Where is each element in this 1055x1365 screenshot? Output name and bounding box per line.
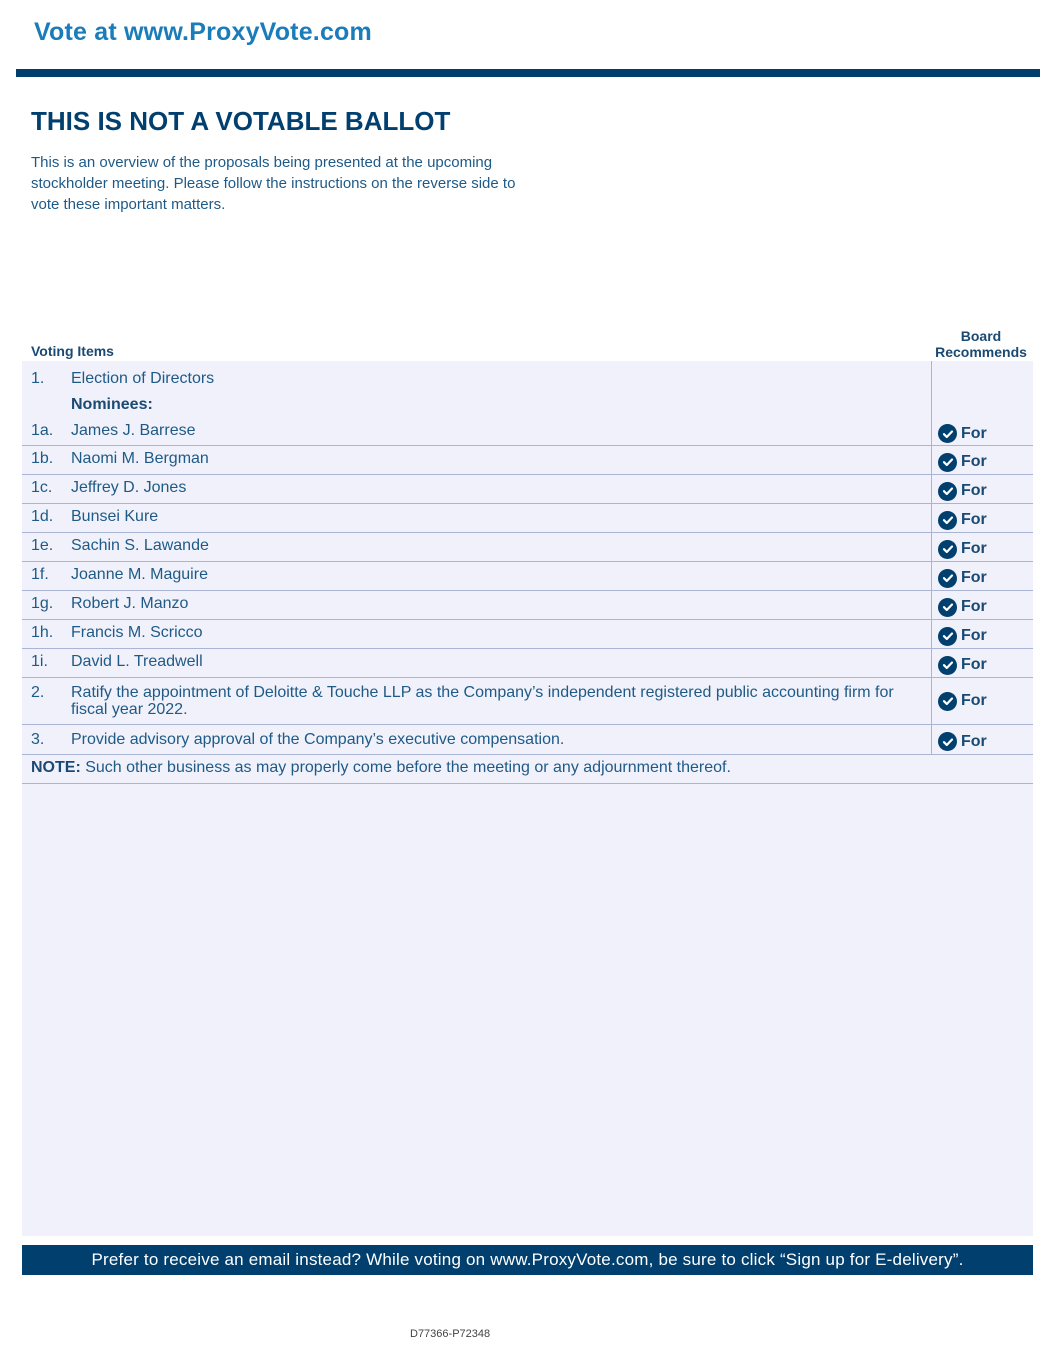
check-circle-icon bbox=[938, 692, 957, 711]
check-circle-icon bbox=[938, 627, 957, 646]
check-circle-icon bbox=[938, 424, 957, 443]
check-circle-icon bbox=[938, 569, 957, 588]
note-label: NOTE: bbox=[31, 759, 81, 776]
board-recommendation bbox=[931, 649, 1033, 677]
proposal-1-row bbox=[22, 361, 1033, 446]
recommendation-label: For bbox=[961, 453, 987, 470]
proposal-text: Ratify the appointment of Deloitte & Touche LLP as the Company’s independent registered public accounting firm for fiscal year 2022. bbox=[71, 684, 894, 718]
note-row bbox=[22, 755, 1033, 784]
board-recommendation bbox=[931, 504, 1033, 532]
board-recommendation bbox=[931, 620, 1033, 648]
nominee-row bbox=[22, 533, 1033, 562]
item-number: 1b. bbox=[31, 450, 54, 467]
board-recommendation bbox=[931, 562, 1033, 590]
item-number: 1h. bbox=[31, 624, 54, 641]
proposal-3-row bbox=[22, 725, 1033, 755]
item-number: 1i. bbox=[31, 653, 48, 670]
voting-table bbox=[22, 361, 1033, 784]
proposal-2-row bbox=[22, 678, 1033, 725]
board-recommendation bbox=[931, 446, 1033, 474]
recommendation-label: For bbox=[961, 569, 987, 586]
check-circle-icon bbox=[938, 482, 957, 501]
nominee-name: David L. Treadwell bbox=[71, 653, 203, 670]
nominee-name: Naomi M. Bergman bbox=[71, 450, 209, 467]
item-number: 3. bbox=[31, 731, 45, 748]
nominee-row bbox=[22, 504, 1033, 533]
recommendation-label: For bbox=[961, 598, 987, 615]
proposal-text: Provide advisory approval of the Company’s executive compensation. bbox=[71, 731, 565, 748]
item-number: 1a. bbox=[31, 422, 54, 439]
board-recommendation bbox=[931, 475, 1033, 503]
recommendation-label: For bbox=[961, 732, 987, 750]
nominee-name: James J. Barrese bbox=[71, 422, 196, 439]
check-circle-icon bbox=[938, 732, 957, 751]
board-recommendation bbox=[931, 725, 1033, 754]
recommendation-label: For bbox=[961, 540, 987, 557]
nominee-row bbox=[22, 620, 1033, 649]
nominee-row bbox=[22, 562, 1033, 591]
item-number: 1. bbox=[31, 370, 45, 387]
check-circle-icon bbox=[938, 598, 957, 617]
nominee-name: Sachin S. Lawande bbox=[71, 537, 209, 554]
board-recommendation bbox=[931, 678, 1033, 724]
check-circle-icon bbox=[938, 453, 957, 472]
board-recommendation bbox=[931, 591, 1033, 619]
recommendation-label: For bbox=[961, 482, 987, 499]
item-number: 1g. bbox=[31, 595, 54, 612]
proxyvote-link[interactable]: Vote at www.ProxyVote.com bbox=[34, 18, 372, 46]
header-rule bbox=[16, 69, 1040, 77]
check-circle-icon bbox=[938, 511, 957, 530]
recommendation-label: For bbox=[961, 656, 987, 673]
board-recommends-header: Board Recommends bbox=[935, 328, 1027, 360]
nominee-name: Robert J. Manzo bbox=[71, 595, 189, 612]
recommendation-label: For bbox=[961, 692, 987, 709]
item-number: 2. bbox=[31, 684, 45, 701]
voting-items-header: Voting Items bbox=[31, 343, 114, 359]
board-recommendation bbox=[931, 361, 1033, 445]
nominee-row bbox=[22, 446, 1033, 475]
recommendation-label: For bbox=[961, 424, 987, 442]
nominee-name: Joanne M. Maguire bbox=[71, 566, 208, 583]
nominee-row bbox=[22, 649, 1033, 678]
e-delivery-banner: Prefer to receive an email instead? While voting on www.ProxyVote.com, be sure to click “Sign up for E-delivery”. bbox=[22, 1245, 1033, 1275]
nominee-name: Jeffrey D. Jones bbox=[71, 479, 187, 496]
item-number: 1c. bbox=[31, 479, 53, 496]
note-text: Such other business as may properly come before the meeting or any adjournment thereof. bbox=[80, 759, 731, 776]
board-recommendation bbox=[931, 533, 1033, 561]
recommendation-label: For bbox=[961, 627, 987, 644]
nominee-name: Francis M. Scricco bbox=[71, 624, 203, 641]
nominee-name: Bunsei Kure bbox=[71, 508, 159, 525]
nominee-row bbox=[22, 475, 1033, 504]
page-title: THIS IS NOT A VOTABLE BALLOT bbox=[31, 106, 451, 136]
check-circle-icon bbox=[938, 656, 957, 675]
nominees-label: Nominees: bbox=[71, 396, 153, 413]
item-number: 1f. bbox=[31, 566, 49, 583]
recommendation-label: For bbox=[961, 511, 987, 528]
check-circle-icon bbox=[938, 540, 957, 559]
item-number: 1d. bbox=[31, 508, 54, 525]
document-code: D77366-P72348 bbox=[410, 1328, 491, 1340]
intro-text: This is an overview of the proposals being presented at the upcoming stockholder meeting. Please follow the instructions on the reverse side to vote these important matters. bbox=[31, 154, 516, 213]
item-number: 1e. bbox=[31, 537, 54, 554]
proposal-title: Election of Directors bbox=[71, 370, 215, 387]
nominee-row bbox=[22, 591, 1033, 620]
